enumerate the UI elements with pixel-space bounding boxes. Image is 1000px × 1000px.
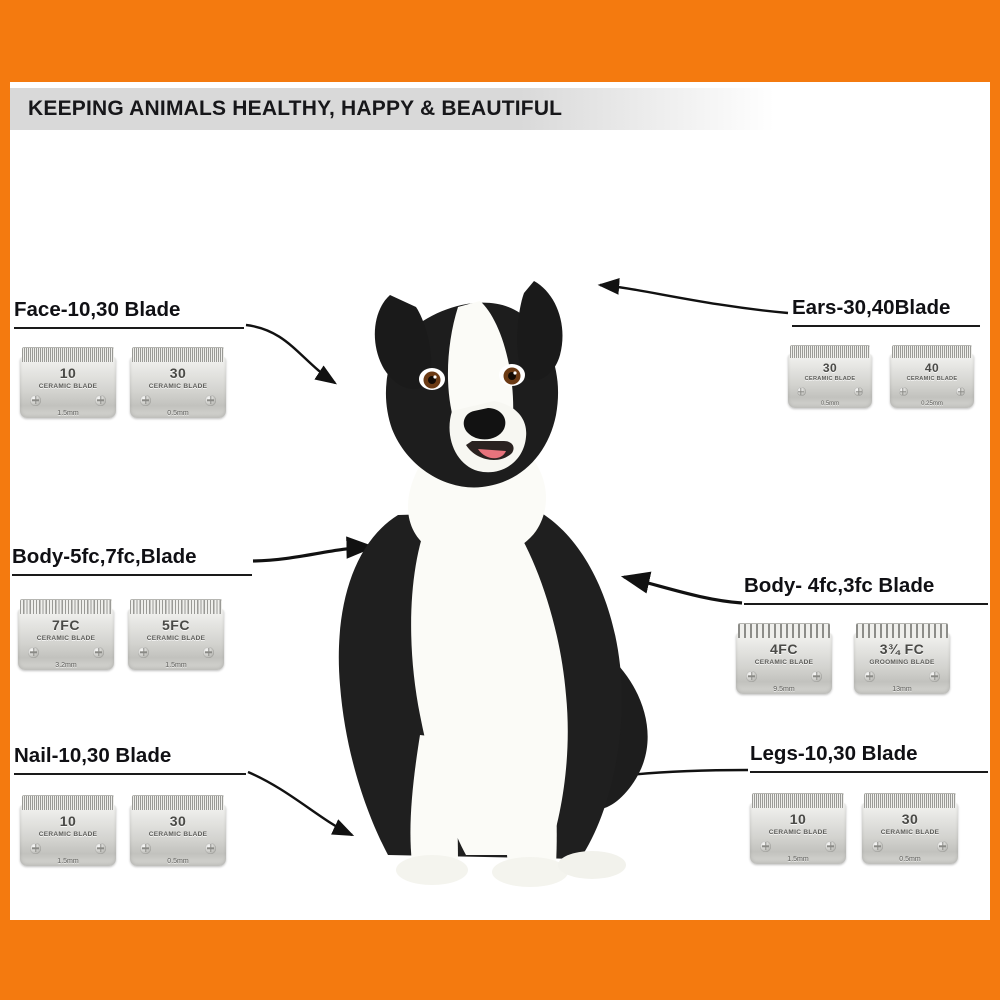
blade-number: 5FC	[162, 616, 190, 633]
blade-number: 4FC	[770, 640, 798, 657]
blade-size: 0.5mm	[820, 400, 840, 407]
top-orange-bar	[0, 0, 1000, 82]
screw-icon	[30, 843, 41, 854]
right-orange-edge	[990, 0, 1000, 1000]
blade-type: CERAMIC BLADE	[146, 634, 206, 642]
blade-size: 9.5mm	[773, 686, 795, 693]
screw-icon	[746, 671, 757, 682]
blade-type: CERAMIC BLADE	[768, 828, 828, 836]
blade-face-30	[128, 342, 228, 427]
blade-ears-30	[786, 340, 874, 416]
blade-type: CERAMIC BLADE	[906, 376, 958, 383]
blade-number: 30	[169, 364, 187, 381]
screw-icon	[929, 671, 940, 682]
callout-label-legs: Legs-10,30 Blade	[750, 742, 988, 773]
screw-icon	[93, 647, 104, 658]
screw-icon	[760, 841, 771, 852]
blade-nail-10	[18, 790, 118, 875]
blade-type: CERAMIC BLADE	[148, 382, 208, 390]
tagline-band	[10, 88, 990, 130]
blade-type: CERAMIC BLADE	[880, 828, 940, 836]
blade-size: 1.5mm	[787, 856, 809, 863]
blade-legs-10	[748, 788, 848, 873]
blade-size: 1.5mm	[165, 662, 187, 669]
blade-body-7fc	[16, 594, 116, 679]
blade-type: CERAMIC BLADE	[38, 830, 98, 838]
blade-type: CERAMIC BLADE	[754, 658, 814, 666]
blade-number: 10	[789, 810, 807, 827]
bottom-orange-bar	[0, 920, 1000, 1000]
blade-size: 13mm	[892, 686, 912, 693]
callout-label-body-left: Body-5fc,7fc,Blade	[12, 545, 252, 576]
screw-icon	[825, 841, 836, 852]
blade-face-10	[18, 342, 118, 427]
screw-icon	[28, 647, 39, 658]
blade-body-4fc	[734, 618, 834, 703]
dog-illustration	[280, 215, 700, 895]
screw-icon	[205, 395, 216, 406]
screw-icon	[937, 841, 948, 852]
screw-icon	[203, 647, 214, 658]
blade-size: 1.5mm	[57, 858, 79, 865]
blade-type: CERAMIC BLADE	[804, 376, 856, 383]
screw-icon	[140, 395, 151, 406]
blade-size: 1.5mm	[57, 410, 79, 417]
blade-number: 30	[901, 810, 919, 827]
blade-type: CERAMIC BLADE	[148, 830, 208, 838]
screw-icon	[205, 843, 216, 854]
callout-label-ears: Ears-30,40Blade	[792, 296, 980, 327]
callout-label-body-right: Body- 4fc,3fc Blade	[744, 574, 988, 605]
blade-type: CERAMIC BLADE	[38, 382, 98, 390]
blade-body-5fc	[126, 594, 226, 679]
screw-icon	[140, 843, 151, 854]
blade-body-3fc	[852, 618, 952, 703]
blade-number: 40	[924, 360, 940, 375]
blade-number: 30	[822, 360, 838, 375]
blade-number: 10	[59, 812, 77, 829]
screw-icon	[95, 395, 106, 406]
blade-size: 0.5mm	[899, 856, 921, 863]
tagline-text: KEEPING ANIMALS HEALTHY, HAPPY & BEAUTIFUL	[28, 97, 563, 120]
screw-icon	[811, 671, 822, 682]
screw-icon	[30, 395, 41, 406]
screw-icon	[95, 843, 106, 854]
screw-icon	[899, 387, 908, 396]
blade-number: 7FC	[52, 616, 80, 633]
screw-icon	[797, 387, 806, 396]
blade-size: 0.5mm	[167, 858, 189, 865]
blade-size: 3.2mm	[55, 662, 77, 669]
blade-number: 10	[59, 364, 77, 381]
blade-size: 0.25mm	[921, 400, 943, 407]
blade-nail-30	[128, 790, 228, 875]
callout-label-nail: Nail-10,30 Blade	[14, 744, 246, 775]
blade-number: 30	[169, 812, 187, 829]
blade-size: 0.5mm	[167, 410, 189, 417]
screw-icon	[864, 671, 875, 682]
callout-label-face: Face-10,30 Blade	[14, 298, 244, 329]
blade-type: GROOMING BLADE	[869, 658, 935, 666]
blade-type: CERAMIC BLADE	[36, 634, 96, 642]
left-orange-edge	[0, 0, 10, 1000]
blade-number: 3¾ FC	[879, 640, 925, 657]
blade-ears-40	[888, 340, 976, 416]
screw-icon	[138, 647, 149, 658]
blade-legs-30	[860, 788, 960, 873]
screw-icon	[872, 841, 883, 852]
